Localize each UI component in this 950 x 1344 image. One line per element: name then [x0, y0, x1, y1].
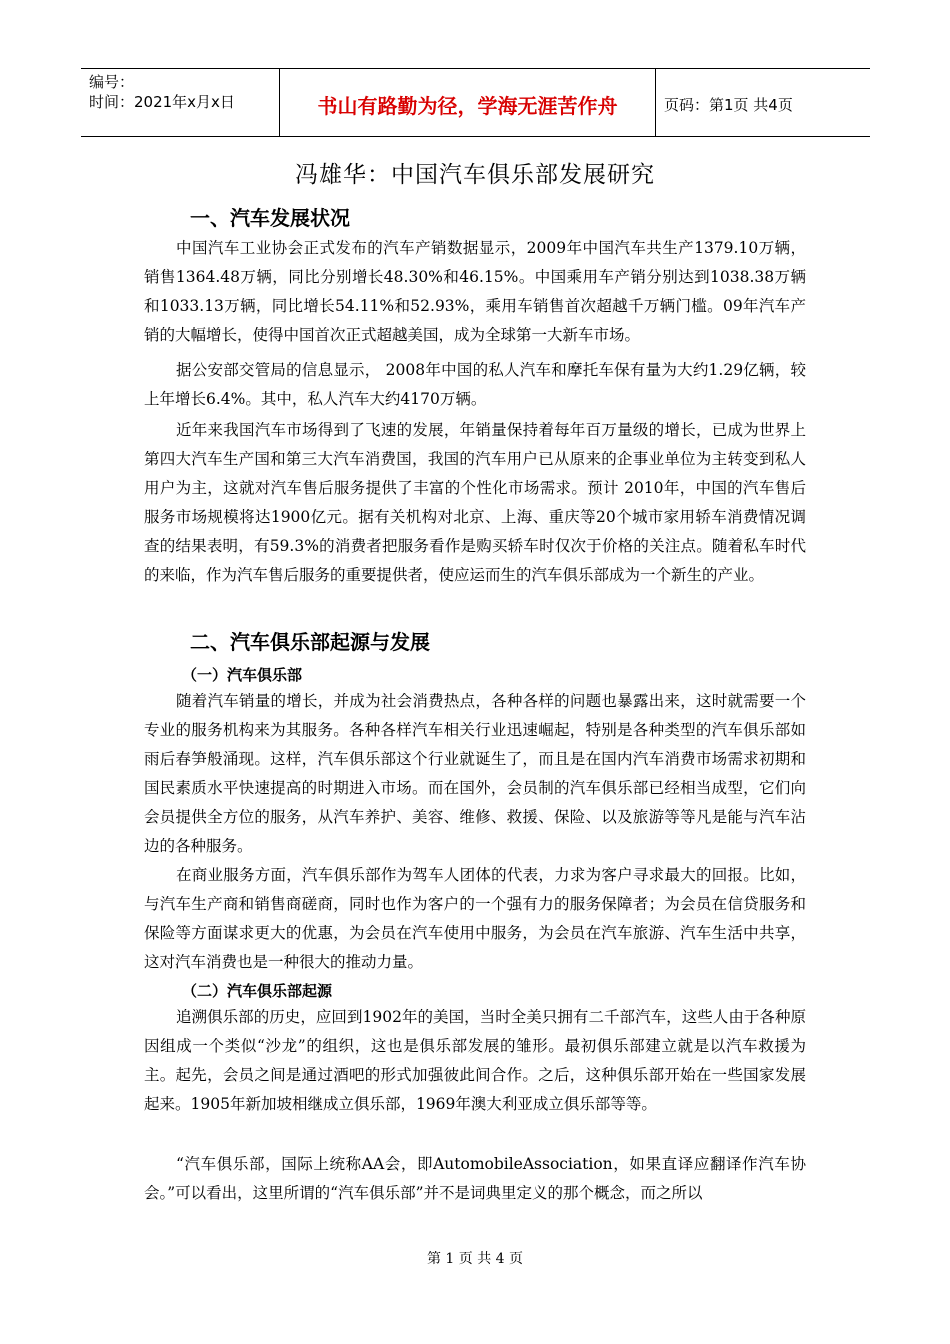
- header-meta-cell: [81, 69, 280, 136]
- document-number-label: 编号：: [89, 73, 135, 91]
- header-motto: 书山有路勤为径，学海无涯苦作舟: [280, 69, 656, 136]
- header-page-info: 页码：第1页 共4页: [664, 96, 793, 114]
- page-footer: 第 1 页 共 4 页: [426, 1251, 524, 1267]
- page-header: [81, 68, 870, 137]
- document-time-label: 时间：2021年x月x日: [89, 93, 235, 111]
- subsection-2-heading: （二）汽车俱乐部起源: [182, 982, 333, 1000]
- paragraph-1: 中国汽车工业协会正式发布的汽车产销数据显示，2009年中国汽车共生产1379.10万辆，销售1364.48万辆，同比分别增长48.30%和46.15%。中国乘用车产销分别达到1038.38万辆和1033.13万辆，同比增长54.11%和52.93%，乘用车销售首次超越千万辆门槛。09年汽车产销的大幅增长，使得中国首次正式超越美国，成为全球第一大新车市场。: [144, 239, 806, 344]
- paragraph-6: 追溯俱乐部的历史，应回到1902年的美国，当时全美只拥有二千部汽车，这些人由于各种原因组成一个类似“沙龙”的组织，这也是俱乐部发展的雏形。最初俱乐部建立就是以汽车救援为主。起先，会员之间是通过酒吧的形式加强彼此间合作。之后，这种俱乐部开始在一些国家发展起来。1905年新加坡相继成立俱乐部，1969年澳大利亚成立俱乐部等等。: [144, 1008, 806, 1113]
- paragraph-7: “汽车俱乐部，国际上统称AA会，即AutomobileAssociation，如果直译应翻译作汽车协会。”可以看出，这里所谓的“汽车俱乐部”并不是词典里定义的那个概念，而之所以: [144, 1155, 806, 1202]
- paragraph-2: 据公安部交管局的信息显示， 2008年中国的私人汽车和摩托车保有量为大约1.29亿辆，较上年增长6.4%。其中，私人汽车大约4170万辆。: [144, 361, 806, 408]
- paragraph-5: 在商业服务方面，汽车俱乐部作为驾车人团体的代表，力求为客户寻求最大的回报。比如，与汽车生产商和销售商磋商，同时也作为客户的一个强有力的服务保障者；为会员在信贷服务和保险等方面谋求更大的优惠，为会员在汽车使用中服务，为会员在汽车旅游、汽车生活中共享，这对汽车消费也是一种很大的推动力量。: [144, 866, 806, 971]
- section-2-heading: 二、汽车俱乐部起源与发展: [190, 630, 430, 654]
- paragraph-3: 近年来我国汽车市场得到了飞速的发展，年销量保持着每年百万量级的增长，已成为世界上第四大汽车生产国和第三大汽车消费国，我国的汽车用户已从原来的企事业单位为主转变到私人用户为主，这就对汽车售后服务提供了丰富的个性化市场需求。预计 2010年，中国的汽车售后服务市场规模将达1900亿元。据有关机构对北京、上海、重庆等20个城市家用轿车消费情况调查的结果表明，有59.3%的消费者把服务看作是购买轿车时仅次于价格的关注点。随着私车时代的来临，作为汽车售后服务的重要提供者，使应运而生的汽车俱乐部成为一个新生的产业。: [144, 421, 806, 584]
- subsection-1-heading: （一）汽车俱乐部: [182, 666, 303, 684]
- section-1-heading: 一、汽车发展状况: [190, 206, 350, 230]
- paragraph-4: 随着汽车销量的增长，并成为社会消费热点，各种各样的问题也暴露出来，这时就需要一个专业的服务机构来为其服务。各种各样汽车相关行业迅速崛起，特别是各种类型的汽车俱乐部如雨后春笋般涌现。这样，汽车俱乐部这个行业就诞生了，而且是在国内汽车消费市场需求初期和国民素质水平快速提高的时期进入市场。而在国外，会员制的汽车俱乐部已经相当成型，它们向会员提供全方位的服务，从汽车养护、美容、维修、救援、保险、以及旅游等等凡是能与汽车沾边的各种服务。: [144, 692, 806, 855]
- document-title: 冯雄华：中国汽车俱乐部发展研究: [295, 162, 655, 188]
